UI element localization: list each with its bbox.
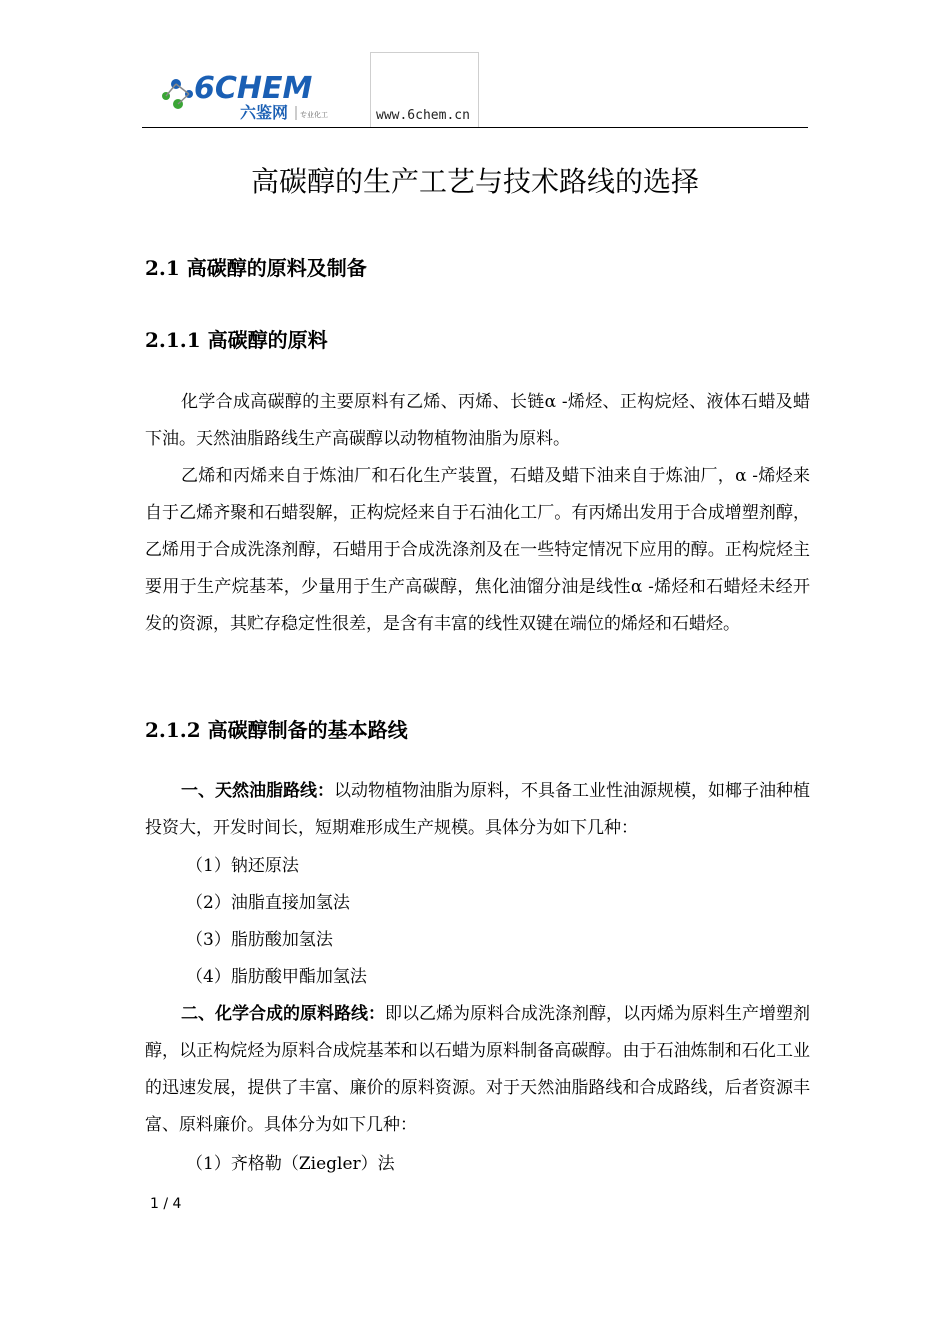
header-box-left: [370, 52, 371, 128]
header-box-top: [370, 52, 478, 53]
paragraph-raw-materials: 化学合成高碳醇的主要原料有乙烯、丙烯、长链α -烯烃、正构烷烃、液体石蜡及蜡下油。天然油脂路线生产高碳醇以动物植物油脂为原料。: [145, 392, 810, 449]
paragraph-route-synthetic: 二、化学合成的原料路线：即以乙烯为原料合成洗涤剂醇，以丙烯为原料生产增塑剂醇，以正构烷烃为原料合成烷基苯和以石蜡为原料制备高碳醇。由于石油炼制和石化工业的迅速发展，提供了丰富、廉价的原料资源。对于天然油脂路线和合成路线，后者资源丰富、原料廉价。具体分为如下几种：: [145, 1004, 810, 1135]
route2-lead: 二、化学合成的原料路线：: [181, 1004, 385, 1024]
logo-text: 6CHEM: [194, 71, 313, 106]
site-logo[interactable]: [156, 66, 366, 126]
logo-sub: 六鉴网: [240, 103, 289, 122]
section-heading-2-1-1: 2.1.1 高碳醇的原料: [145, 328, 328, 352]
paragraph-route-natural: 一、天然油脂路线：以动物植物油脂为原料，不具备工业性油源规模，如椰子油种植投资大，开发时间长，短期难形成生产规模。具体分为如下几种：: [145, 781, 810, 838]
site-url[interactable]: www.6chem.cn: [376, 108, 470, 123]
document-title: 高碳醇的生产工艺与技术路线的选择: [250, 165, 699, 198]
list-item: （1）钠还原法: [186, 856, 299, 876]
logo-tag: 专业化工: [300, 111, 328, 119]
logo-graphic: [156, 66, 366, 126]
page-header: [142, 50, 808, 130]
list-item: （3）脂肪酸加氢法: [186, 930, 333, 950]
paragraph-sources: 乙烯和丙烯来自于炼油厂和石化生产装置，石蜡及蜡下油来自于炼油厂，α -烯烃来自于乙烯齐聚和石蜡裂解，正构烷烃来自于石油化工厂。有丙烯出发用于合成增塑剂醇，乙烯用于合成洗涤剂醇，石蜡用于合成洗涤剂及在一些特定情况下应用的醇。正构烷烃主要用于生产烷基苯，少量用于生产高碳醇，焦化油馏分油是线性α -烯烃和石蜡烃未经开发的资源，其贮存稳定性很差，是含有丰富的线性双键在端位的烯烃和石蜡烃。: [145, 466, 810, 634]
page-number: 1 / 4: [150, 1196, 182, 1212]
list-item: （2）油脂直接加氢法: [186, 893, 350, 913]
route1-lead: 一、天然油脂路线：: [181, 781, 334, 801]
list-item: （1）齐格勒（Ziegler）法: [186, 1154, 395, 1174]
header-box-right: [478, 52, 479, 128]
section-heading-2-1-2: 2.1.2 高碳醇制备的基本路线: [145, 718, 408, 742]
header-rule: [142, 127, 808, 128]
list-item: （4）脂肪酸甲酯加氢法: [186, 967, 367, 987]
section-heading-2-1: 2.1 高碳醇的原料及制备: [145, 256, 367, 280]
